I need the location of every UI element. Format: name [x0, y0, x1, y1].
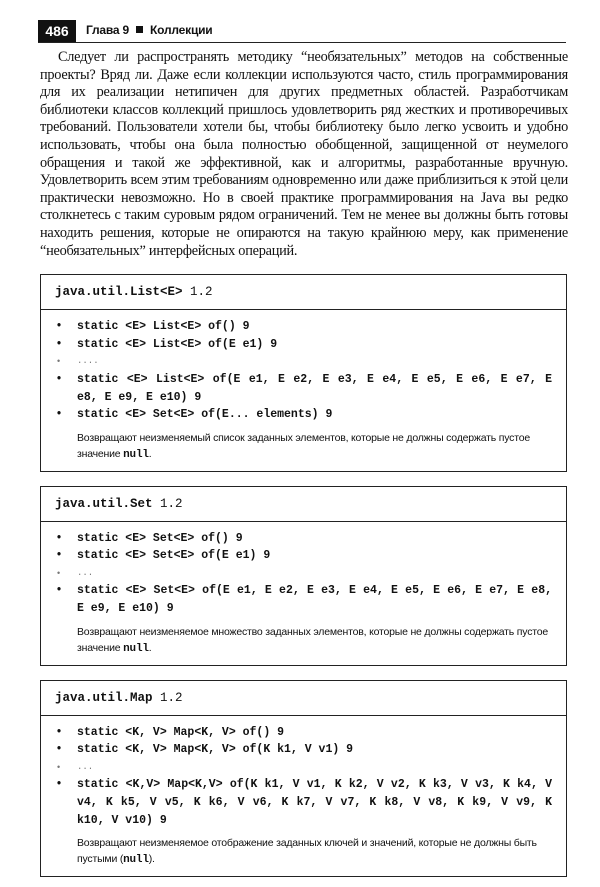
section-label: Коллекции — [150, 23, 213, 37]
since-version: 1.2 — [160, 496, 183, 511]
method-signature: • static <E> Set<E> of(E e1) 9 — [55, 547, 552, 565]
method-signature: • static <E> List<E> of(E e1) 9 — [55, 336, 552, 354]
method-ellipsis: • ... — [55, 565, 552, 583]
description-code: null — [123, 448, 149, 461]
api-box-set — [40, 486, 567, 666]
class-name: java.util.List<E> — [55, 285, 183, 300]
api-box-title — [41, 275, 566, 310]
method-ellipsis: • ... — [55, 759, 552, 777]
method-list — [41, 522, 566, 624]
api-box-title — [41, 487, 566, 522]
chapter-title — [86, 23, 212, 37]
description-end: ). — [148, 853, 155, 866]
method-signature: • static <K, V> Map<K, V> of(K k1, V v1) 9 — [55, 741, 552, 759]
method-ellipsis: • .... — [55, 353, 552, 371]
chapter-label: Глава 9 — [86, 23, 130, 37]
description-code: null — [123, 854, 149, 867]
description-text: Возвращают неизменяемое отображение заданных ключей и значений, которые не должны быть пустыми ( — [77, 837, 537, 866]
method-description — [41, 624, 566, 665]
api-box-title — [41, 681, 566, 716]
description-text: Возвращают неизменяемое множество заданных элементов, которые не должны содержать пустое значение — [77, 625, 549, 654]
method-signature: • static <K,V> Map<K,V> of(K k1, V v1, K k2, V v2, K k3, V v3, K k4, V v4, K k5, V v5, K k6, V v6, K k7, V v7, K k8, V v8, K k9, V v9, K k10, V v10) 9 — [55, 776, 552, 829]
method-signature: • static <E> List<E> of(E e1, E e2, E e3, E e4, E e5, E e6, E e7, E e8, E e9, E e10) 9 — [55, 371, 552, 406]
method-signature: • static <E> Set<E> of(E e1, E e2, E e3, E e4, E e5, E e6, E e7, E e8, E e9, E e10) 9 — [55, 582, 552, 617]
method-signature: • static <E> Set<E> of() 9 — [55, 530, 552, 548]
method-description — [41, 430, 566, 471]
api-box-list — [40, 274, 567, 472]
description-code: null — [123, 642, 149, 655]
method-signature: • static <K, V> Map<K, V> of() 9 — [55, 724, 552, 742]
running-header — [38, 20, 566, 43]
method-list — [41, 310, 566, 430]
body-paragraph: Следует ли распространять методику “необязательных” методов на собственные проекты? Вряд ли. Даже если коллекции используются часто, стиль программирования для их реализации нетипичен для других предметных областей. Разработчикам библиотеки классов коллекций пришлось удовлетворить ряд жестких и противоречивых требований. Пользователи хотели бы, чтобы библиотеку было легко усвоить и удобно использовать, чтобы она была полностью обобщенной, защищенной от неумелого обращения и такой же эффективной, как и алгоритмы, разработанные вручную. Удовлетворить всем этим требованиям одновременно или даже приблизиться к этой цели практически невозможно. Но в своей практике программирования на Java вы редко столкнетесь с таким суровым рядом ограничений. Тем не менее вы должны быть готовы находить решения, которые не опираются на такую крайнюю меру, как применение “необязательных” интерфейсных операций. — [40, 49, 568, 259]
since-version: 1.2 — [190, 285, 213, 300]
method-list — [41, 716, 566, 836]
method-description — [41, 835, 566, 876]
page-number: 486 — [38, 20, 76, 42]
api-box-map — [40, 680, 567, 878]
class-name: java.util.Set — [55, 496, 153, 511]
method-signature: • static <E> List<E> of() 9 — [55, 318, 552, 336]
since-version: 1.2 — [160, 690, 183, 705]
square-bullet-icon — [136, 26, 143, 33]
class-name: java.util.Map — [55, 690, 153, 705]
description-end: . — [148, 447, 152, 460]
description-text: Возвращают неизменяемый список заданных элементов, которые не должны содержать пустое значение — [77, 431, 530, 460]
description-end: . — [148, 641, 152, 654]
method-signature: • static <E> Set<E> of(E... elements) 9 — [55, 406, 552, 424]
